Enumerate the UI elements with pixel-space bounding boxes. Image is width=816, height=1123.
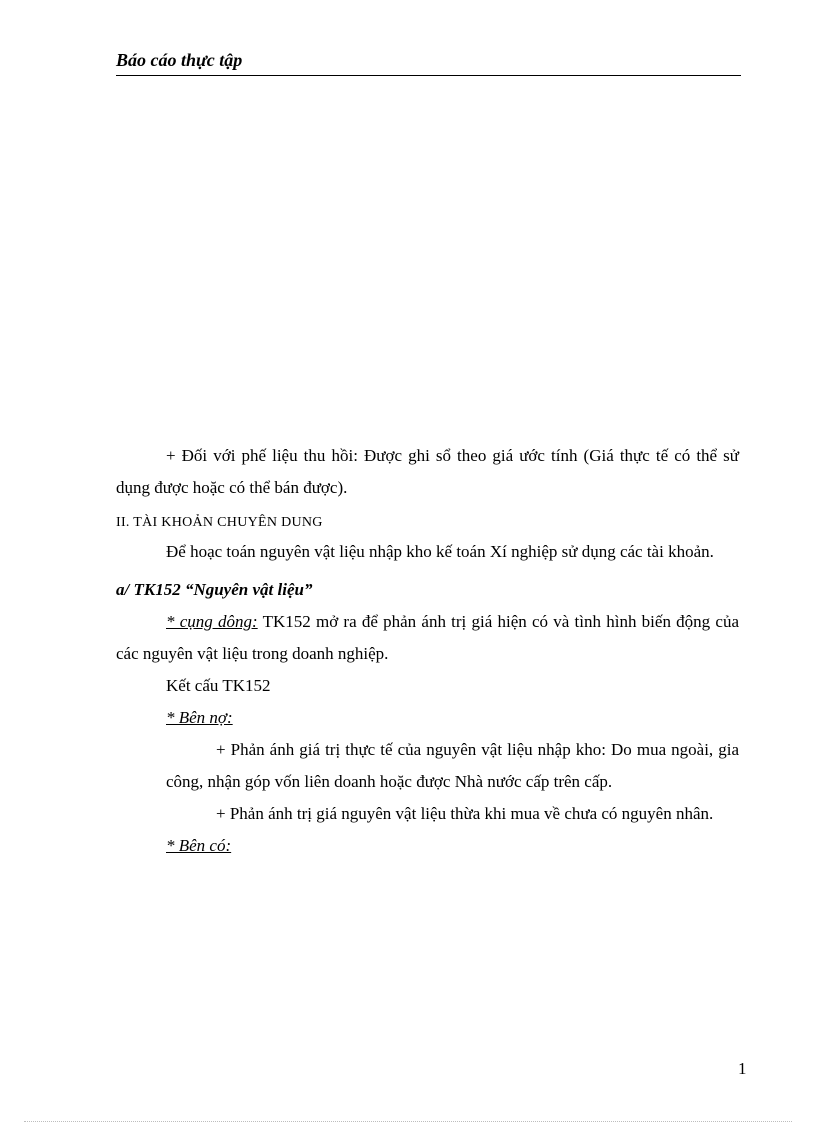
paragraph-debit-surplus: + Phản ánh trị giá nguyên vật liệu thừa khi mua về chưa có nguyên nhân. [216,804,714,823]
page-header [116,48,741,76]
paragraph-debit-actual-value: + Phản ánh giá trị thực tế của nguyên vật liệu nhập kho: Do mua ngoài, gia công, nhận góp vốn liên doanh hoặc được Nhà nước cấp trên cấp. [166,740,739,791]
paragraph-tk152-purpose [116,606,739,670]
credit-label-line [116,830,739,862]
credit-label: * Bên có: [166,836,232,855]
paragraph-accounts-intro: Để hoạc toán nguyên vật liệu nhập kho kế toán Xí nghiệp sử dụng các tài khoản. [166,542,714,561]
footer-divider [24,1121,792,1122]
debit-label-line [116,702,739,734]
paragraph-structure: Kết cấu TK152 [166,676,271,695]
purpose-label: * cụng dông: [166,612,258,631]
section-heading: II. TÀI KHOẢN CHUYÊN DUNG [116,515,323,530]
document-body [116,440,739,862]
header-title: Báo cáo thực tập [116,50,243,70]
subheading-tk152: a/ TK152 “Nguyên vật liệu” [116,580,313,599]
page-number: 1 [738,1059,747,1078]
purpose-text: TK152 mở ra để phản ánh trị giá hiện có và tình hình biến động của các nguyên vật liệu trong doanh nghiệp. [116,612,739,663]
paragraph-scrap-valuation: + Đối với phế liệu thu hồi: Được ghi sổ theo giá ước tính (Giá thực tế có thể sử dụng được hoặc có thể bán được). [116,446,739,497]
debit-label: * Bên nợ: [166,708,233,727]
